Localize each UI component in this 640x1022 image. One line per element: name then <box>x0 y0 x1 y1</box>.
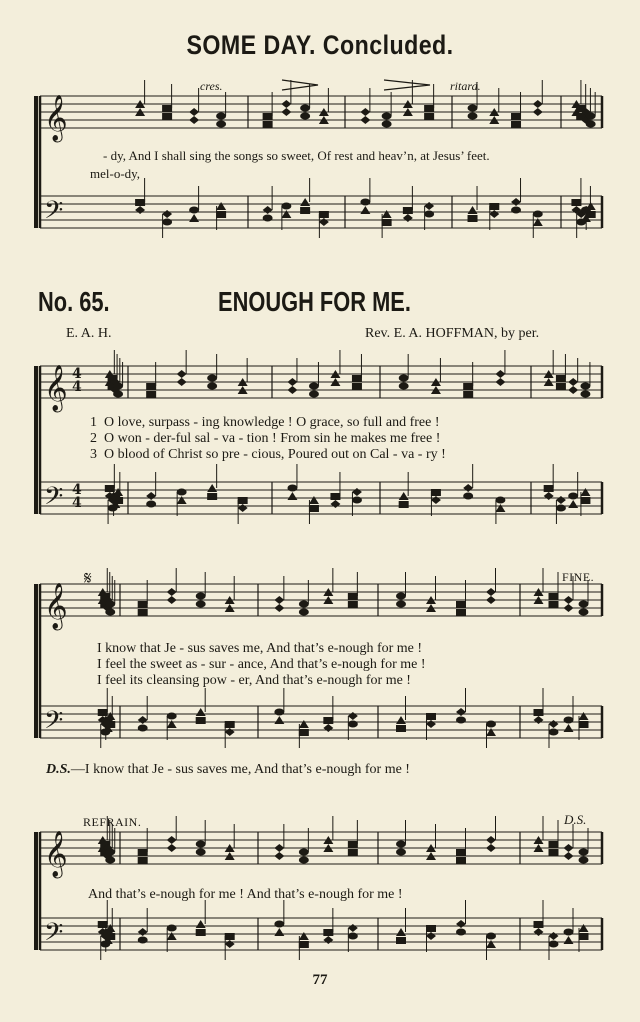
note-head <box>468 105 478 112</box>
note-head <box>207 484 217 492</box>
note-head <box>426 720 436 728</box>
note-head <box>511 121 521 128</box>
note-head <box>309 505 319 512</box>
note-head <box>456 929 466 936</box>
note-head <box>309 383 319 390</box>
note-head <box>189 116 199 124</box>
note-head <box>330 500 340 508</box>
note-head <box>216 202 226 210</box>
note-head <box>225 721 235 728</box>
note-head <box>287 386 297 394</box>
note-head <box>274 928 284 936</box>
note-head <box>549 849 559 856</box>
note-head <box>167 925 177 932</box>
note-head <box>426 932 436 940</box>
note-head <box>105 609 115 616</box>
note-head <box>463 484 473 492</box>
note-head <box>299 857 309 864</box>
note-head <box>463 383 473 390</box>
note-head <box>299 932 309 940</box>
note-head <box>323 717 333 724</box>
note-head <box>579 924 589 932</box>
note-head <box>196 929 206 936</box>
note-head <box>533 108 543 116</box>
note-head <box>146 383 156 390</box>
note-head <box>299 729 309 736</box>
bass-clef-icon: 𝄢 <box>44 706 64 741</box>
note-head <box>456 849 466 856</box>
note-head <box>556 505 566 512</box>
note-head <box>323 724 333 732</box>
time-signature: 4 <box>72 366 82 382</box>
note-head <box>564 929 574 936</box>
note-head <box>105 601 115 608</box>
note-head <box>571 199 581 206</box>
note-head <box>579 721 589 728</box>
time-signature: 4 <box>72 495 82 511</box>
note-head <box>196 717 206 724</box>
note-head <box>138 849 148 856</box>
bass-clef-icon: 𝄢 <box>44 196 64 231</box>
note-head <box>207 493 217 500</box>
note-head <box>98 921 108 928</box>
note-head <box>138 601 148 608</box>
note-head <box>113 391 123 398</box>
note-head <box>263 121 273 128</box>
treble-clef-icon: 𝄞 <box>44 365 68 411</box>
note-head <box>113 383 123 390</box>
hymn-title: ENOUGH FOR ME. <box>218 286 411 317</box>
note-head <box>146 501 156 508</box>
treble-clef-icon: 𝄞 <box>44 831 68 877</box>
note-head <box>568 500 578 508</box>
note-head <box>463 493 473 500</box>
note-head <box>456 609 466 616</box>
note-head <box>196 601 206 608</box>
note-head <box>396 841 406 848</box>
note-head <box>580 497 590 504</box>
note-head <box>580 391 590 398</box>
note-head <box>568 378 578 386</box>
note-head <box>238 497 248 504</box>
note-head <box>348 924 358 932</box>
note-head <box>323 936 333 944</box>
note-head <box>556 383 566 390</box>
note-head <box>348 601 358 608</box>
ds-line: D.S.—I know that Je - sus saves me, And that’s e-nough for me ! <box>46 762 410 777</box>
note-head <box>177 378 187 386</box>
note-head <box>348 849 358 856</box>
note-head <box>352 383 362 390</box>
note-head <box>544 492 554 500</box>
composer-credit: E. A. H. <box>66 326 112 341</box>
note-head <box>396 593 406 600</box>
note-head <box>105 721 115 728</box>
note-head <box>138 857 148 864</box>
note-head <box>167 844 177 852</box>
verse-2: 2 O won - der-ful sal - va - tion ! From sin he makes me free ! <box>90 431 441 446</box>
ds-mark: D.S. <box>564 812 587 827</box>
note-head <box>274 709 284 716</box>
note-head <box>534 709 544 716</box>
hymn-number: No. 65. <box>38 286 110 317</box>
note-head <box>138 609 148 616</box>
note-head <box>287 492 297 500</box>
note-head <box>431 489 441 496</box>
note-head <box>167 596 177 604</box>
note-head <box>468 113 478 120</box>
note-head <box>274 921 284 928</box>
note-head <box>533 100 543 108</box>
note-head <box>549 729 559 736</box>
note-head <box>549 841 559 848</box>
note-head <box>225 940 235 948</box>
note-head <box>238 504 248 512</box>
note-head <box>300 207 310 214</box>
note-head <box>360 108 370 116</box>
note-head <box>167 720 177 728</box>
note-head <box>564 596 574 604</box>
note-head <box>207 375 217 382</box>
note-head <box>330 493 340 500</box>
verse-1: 1 O love, surpass - ing knowledge ! O grace, so full and free ! <box>90 415 440 430</box>
note-head <box>534 716 544 724</box>
note-head <box>299 720 309 728</box>
note-head <box>274 596 284 604</box>
note-head <box>486 588 496 596</box>
note-head <box>348 593 358 600</box>
note-head <box>564 604 574 612</box>
note-head <box>319 218 329 226</box>
note-head <box>468 206 478 214</box>
bass-clef-icon: 𝄢 <box>44 918 64 953</box>
note-head <box>463 391 473 398</box>
note-head <box>216 113 226 120</box>
note-head <box>579 849 589 856</box>
note-head <box>167 836 177 844</box>
note-head <box>431 496 441 504</box>
note-head <box>281 100 291 108</box>
note-head <box>287 378 297 386</box>
note-head <box>352 488 362 496</box>
note-head <box>382 113 392 120</box>
note-head <box>309 496 319 504</box>
dynamic-ritard: ritard. <box>450 79 481 93</box>
note-head <box>105 849 115 856</box>
note-head <box>426 925 436 932</box>
note-head <box>489 210 499 218</box>
note-head <box>281 108 291 116</box>
note-head <box>468 215 478 222</box>
note-head <box>274 852 284 860</box>
note-head <box>486 933 496 940</box>
note-head <box>424 113 434 120</box>
note-head <box>323 929 333 936</box>
note-head <box>486 836 496 844</box>
note-head <box>456 920 466 928</box>
note-head <box>177 489 187 496</box>
note-head <box>495 378 505 386</box>
time-signature: 4 <box>72 482 82 498</box>
note-head <box>564 852 574 860</box>
note-head <box>579 609 589 616</box>
note-head <box>403 214 413 222</box>
note-head <box>135 206 145 214</box>
chorus-line-2: I feel the sweet as - sur - ance, And that’s e-nough for me ! <box>97 657 426 672</box>
note-head <box>580 383 590 390</box>
note-head <box>98 709 108 716</box>
note-head <box>396 601 406 608</box>
lyric-line-1: - dy, And I shall sing the songs so sweet, Of rest and heav’n, at Jesus’ feet. <box>103 148 490 163</box>
note-head <box>105 857 115 864</box>
note-head <box>348 721 358 728</box>
note-head <box>556 496 566 504</box>
note-head <box>382 210 392 218</box>
note-head <box>399 383 409 390</box>
note-head <box>162 105 172 112</box>
note-head <box>495 370 505 378</box>
note-head <box>113 497 123 504</box>
note-head <box>549 932 559 940</box>
note-head <box>586 113 596 120</box>
note-head <box>424 202 434 210</box>
note-head <box>456 717 466 724</box>
note-head <box>167 713 177 720</box>
note-head <box>352 497 362 504</box>
note-head <box>424 211 434 218</box>
note-head <box>162 219 172 226</box>
note-head <box>162 210 172 218</box>
note-head <box>300 198 310 206</box>
note-head <box>274 604 284 612</box>
note-head <box>486 940 496 948</box>
note-head <box>456 601 466 608</box>
verse-3: 3 O blood of Christ so pre - cious, Poured out on Cal - va - ry ! <box>90 447 446 462</box>
treble-clef-icon: 𝄞 <box>44 583 68 629</box>
page-number: 77 <box>312 972 328 988</box>
note-head <box>579 933 589 940</box>
note-head <box>511 207 521 214</box>
note-head <box>263 215 273 222</box>
note-head <box>399 375 409 382</box>
note-head <box>138 725 148 732</box>
note-head <box>486 728 496 736</box>
note-head <box>382 121 392 128</box>
note-head <box>564 724 574 732</box>
note-head <box>216 121 226 128</box>
note-head <box>319 211 329 218</box>
note-head <box>456 857 466 864</box>
treble-clef-icon: 𝄞 <box>44 95 68 141</box>
crescendo-hairpin <box>282 80 318 90</box>
note-head <box>396 928 406 936</box>
author-credit: Rev. E. A. HOFFMAN, by per. <box>365 326 540 341</box>
note-head <box>534 921 544 928</box>
chorus-line-3: I feel its cleansing pow - er, And that’s e-nough for me ! <box>97 673 411 688</box>
note-head <box>309 391 319 398</box>
note-head <box>146 391 156 398</box>
note-head <box>299 601 309 608</box>
note-head <box>360 206 370 214</box>
note-head <box>579 601 589 608</box>
note-head <box>105 933 115 940</box>
note-head <box>564 717 574 724</box>
note-head <box>196 920 206 928</box>
note-head <box>544 485 554 492</box>
refrain-label: REFRAIN. <box>83 815 142 829</box>
note-head <box>352 375 362 382</box>
note-head <box>281 203 291 210</box>
note-head <box>568 493 578 500</box>
note-head <box>396 716 406 724</box>
note-head <box>162 113 172 120</box>
note-head <box>403 207 413 214</box>
note-head <box>534 928 544 936</box>
note-head <box>146 492 156 500</box>
note-head <box>564 936 574 944</box>
segno-icon: 𝄋 <box>84 568 92 589</box>
note-head <box>556 375 566 382</box>
note-head <box>586 121 596 128</box>
note-head <box>424 105 434 112</box>
fine-mark: FINE. <box>562 570 595 584</box>
note-head <box>396 849 406 856</box>
note-head <box>196 841 206 848</box>
note-head <box>456 708 466 716</box>
dynamic-cres: cres. <box>200 79 223 93</box>
note-head <box>486 721 496 728</box>
note-head <box>138 928 148 936</box>
note-head <box>486 844 496 852</box>
note-head <box>426 713 436 720</box>
note-head <box>138 937 148 944</box>
crescendo-hairpin <box>384 80 430 90</box>
note-head <box>135 199 145 206</box>
note-head <box>167 588 177 596</box>
note-head <box>549 941 559 948</box>
note-head <box>225 933 235 940</box>
note-head <box>489 203 499 210</box>
note-head <box>138 716 148 724</box>
lyric-line-2: mel-o-dy, <box>90 166 141 181</box>
note-head <box>549 720 559 728</box>
note-head <box>196 593 206 600</box>
note-head <box>287 485 297 492</box>
note-head <box>348 841 358 848</box>
note-head <box>495 497 505 504</box>
note-head <box>177 496 187 504</box>
note-head <box>263 206 273 214</box>
note-head <box>564 844 574 852</box>
note-head <box>274 844 284 852</box>
note-head <box>177 370 187 378</box>
note-head <box>225 728 235 736</box>
note-head <box>207 383 217 390</box>
note-head <box>399 501 409 508</box>
note-head <box>348 712 358 720</box>
time-signature: 4 <box>72 379 82 395</box>
note-head <box>382 219 392 226</box>
note-head <box>360 116 370 124</box>
note-head <box>579 712 589 720</box>
note-head <box>300 105 310 112</box>
note-head <box>399 492 409 500</box>
note-head <box>579 857 589 864</box>
note-head <box>586 202 596 210</box>
note-head <box>189 214 199 222</box>
note-head <box>189 207 199 214</box>
note-head <box>281 210 291 218</box>
note-head <box>495 504 505 512</box>
note-head <box>299 849 309 856</box>
note-head <box>360 199 370 206</box>
note-head <box>167 932 177 940</box>
note-head <box>299 609 309 616</box>
note-head <box>300 113 310 120</box>
note-head <box>586 211 596 218</box>
note-head <box>549 601 559 608</box>
note-head <box>189 108 199 116</box>
note-head <box>486 596 496 604</box>
note-head <box>396 725 406 732</box>
note-head <box>396 937 406 944</box>
note-head <box>216 211 226 218</box>
note-head <box>533 211 543 218</box>
note-head <box>299 941 309 948</box>
note-head <box>105 485 115 492</box>
note-head <box>511 198 521 206</box>
note-head <box>580 488 590 496</box>
note-head <box>568 386 578 394</box>
refrain-lyric: And that’s e-nough for me ! And that’s e-nough for me ! <box>88 887 403 902</box>
chorus-line-1: I know that Je - sus saves me, And that’s e-nough for me ! <box>97 641 423 656</box>
note-head <box>196 708 206 716</box>
bass-clef-icon: 𝄢 <box>44 482 64 517</box>
note-head <box>348 933 358 940</box>
page-title-some-day: SOME DAY. Concluded. <box>186 30 454 60</box>
note-head <box>533 218 543 226</box>
note-head <box>263 113 273 120</box>
note-head <box>549 593 559 600</box>
note-head <box>511 113 521 120</box>
note-head <box>274 716 284 724</box>
note-head <box>196 849 206 856</box>
